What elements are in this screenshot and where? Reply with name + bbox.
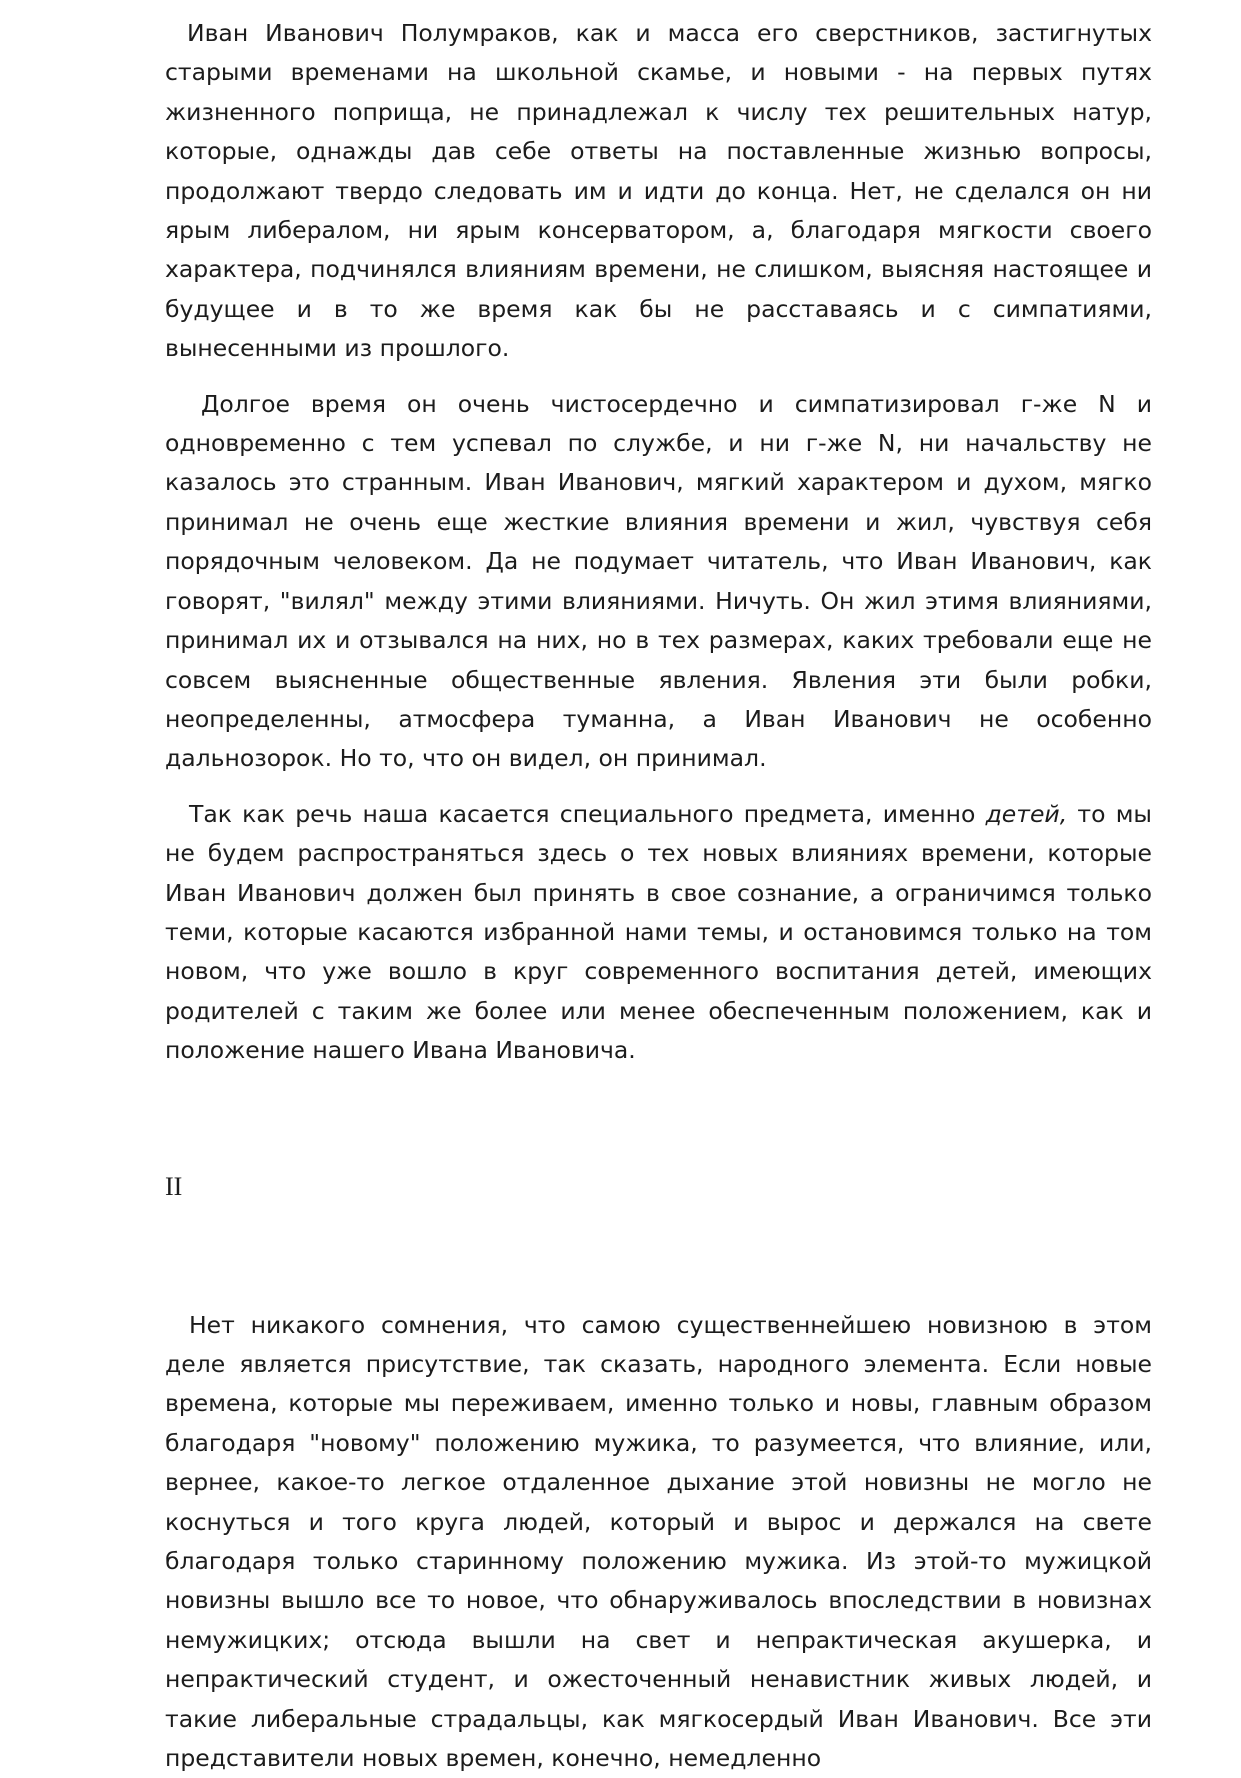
- paragraph-4: Нет никакого сомнения, что самою существеннейшею новизною в этом деле является присутствие, так сказать, народного элемента. Если новые времена, которые мы переживаем, именно только и новы, главным образом благодаря "новому" положению мужика, то разумеется, что влияние, или, вернее, какое-то легкое отдаленное дыхание этой новизны не могло не коснуться и того круга людей, который и вырос и держался на свете благодаря только старинному положению мужика. Из этой-то мужицкой новизны вышло все то новое, что обнаруживалось впоследствии в новизнах немужицких; отсюда вышли на свет и непрактическая акушерка, и непрактический студент, и ожесточенный ненавистник живых людей, и такие либеральные страдальцы, как мягкосердый Иван Иванович. Все эти представители новых времен, конечно, немедленно: [165, 1310, 1152, 1773]
- paragraph-2: Долгое время он очень чистосердечно и симпатизировал г-же N и одновременно с тем успевал по службе, и ни г-же N, ни начальству не казалось это странным. Иван Иванович, мягкий характером и духом, мягко принимал не очень еще жесткие влияния времени и жил, чувствуя себя порядочным человеком. Да не подумает читатель, что Иван Иванович, как говорят, "вилял" между этими влияниями. Ничуть. Он жил этимя влияниями, принимал их и отзывался на них, но в тех размерах, каких требовали еще не совсем выясненные общественные явления. Явления эти были робки, неопределенны, атмосфера туманна, а Иван Иванович не особенно дальнозорок. Но то, что он видел, он принимал.: [165, 389, 1152, 773]
- paragraph-1: Иван Иванович Полумраков, как и масса его сверстников, застигнутых старыми временами на школьной скамье, и новыми - на первых путях жизненного поприща, не принадлежал к числу тех решительных натур, которые, однажды дав себе ответы на поставленные жизнью вопросы, продолжают твердо следовать им и идти до конца. Нет, не сделался он ни ярым либералом, ни ярым консерватором, а, благодаря мягкости своего характера, подчинялся влияниям времени, не слишком, выясняя настоящее и будущее и в то же время как бы не расставаясь и с симпатиями, вынесенными из прошлого.: [165, 19, 1152, 363]
- paragraph-3-text-before: Так как речь наша касается специального предмета, именно: [189, 799, 986, 828]
- paragraph-3: [165, 795, 1152, 1071]
- paragraph-3-emphasis: детей,: [985, 799, 1068, 828]
- section-heading: II: [165, 1171, 183, 1201]
- text-column: [165, 14, 1152, 1778]
- paragraph-3-text-after: то мы не будем распространяться здесь о тех новых влияниях времени, которые Иван Иванович должен был принять в свое сознание, а ограничимся только теми, которые касаются избранной нами темы, и остановимся только на том новом, что уже вошло в круг современного воспитания детей, имеющих родителей с таким же более или менее обеспеченным положением, как и положение нашего Ивана Ивановича.: [165, 799, 1152, 1065]
